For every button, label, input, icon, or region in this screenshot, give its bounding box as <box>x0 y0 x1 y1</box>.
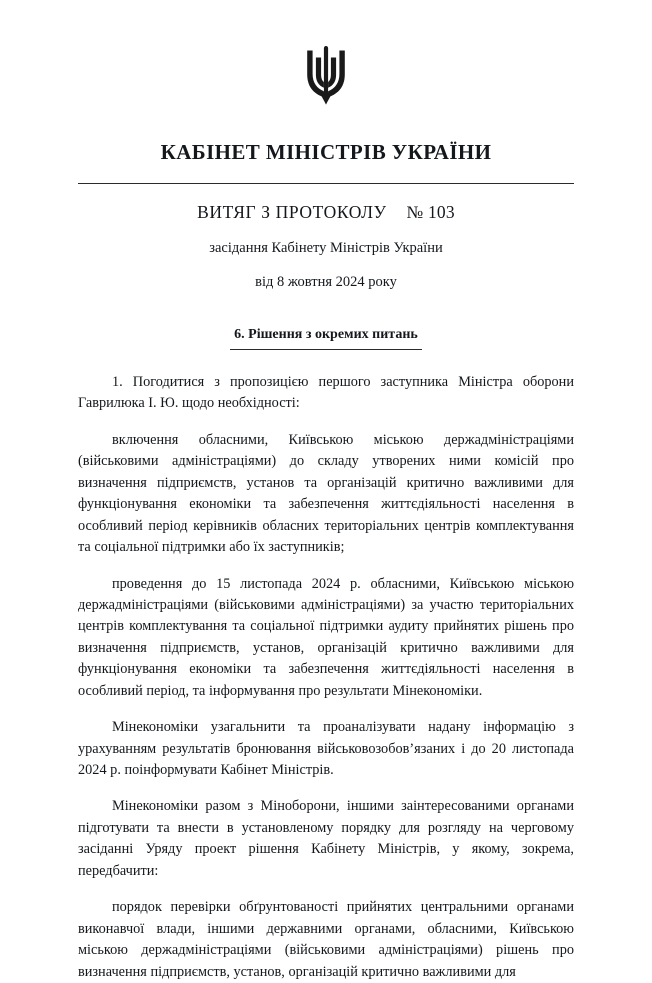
header-divider <box>78 183 574 184</box>
section-divider <box>230 349 422 350</box>
protocol-subtitle: засідання Кабінету Міністрів України <box>209 240 443 256</box>
protocol-label: ВИТЯГ З ПРОТОКОЛУ <box>197 202 387 222</box>
paragraph-1: 1. Погодитися з пропозицією першого заступника Міністра оборони Гаврилюка І. Ю. щодо необхідності: <box>78 374 574 412</box>
ukraine-trident-emblem <box>304 44 348 106</box>
paragraph-6: порядок перевірки обґрунтованості прийнятих центральними органами виконавчої влади, іншими державними органами, обласними, Київською міською держадміністраціями (військовими адміністраціями) рішень про визначення підприємств, установ, організацій критично важливими для <box>78 899 574 980</box>
section-heading: 6. Рішення з окремих питань <box>234 327 418 342</box>
paragraph-4: Мінекономіки узагальнити та проаналізувати надану інформацію з урахуванням результатів бронювання військовозобов’язаних і до 20 листопада 2024 р. поінформувати Кабінет Міністрів. <box>78 719 574 778</box>
protocol-date: від 8 жовтня 2024 року <box>255 274 397 290</box>
page-title: КАБІНЕТ МІНІСТРІВ УКРАЇНИ <box>160 140 492 164</box>
protocol-line <box>78 202 574 223</box>
paragraph-5: Мінекономіки разом з Міноборони, іншими заінтересованими органами підготувати та внести в установленому порядку для розгляду на черговому засіданні Уряду проект рішення Кабінету Міністрів, у якому, зокрема, передбачити: <box>78 798 574 879</box>
emblem-container <box>78 0 574 116</box>
protocol-number: № 103 <box>406 202 455 222</box>
section-divider-container <box>78 349 574 350</box>
paragraph-2: включення обласними, Київською міською держадміністраціями (військовими адміністраціями) до складу утворених ними комісій про визначення підприємств, установ та організацій критично важливими для функціонування економіки та забезпечення життєдіяльності населення в особливий період керівників обласних територіальних центрів комплектування та соціальної підтримки або їх заступників; <box>78 431 574 556</box>
paragraph-3: проведення до 15 листопада 2024 р. обласними, Київською міською держадміністраціями (військовими адміністраціями) за участю територіальних центрів комплектування та соціальної підтримки аудиту прийнятих рішень про визначення підприємств, установ, організацій критично важливими для функціонування економіки та забезпечення життєдіяльності населення в особливий період, та інформування про результати Мінекономіки. <box>78 575 574 699</box>
